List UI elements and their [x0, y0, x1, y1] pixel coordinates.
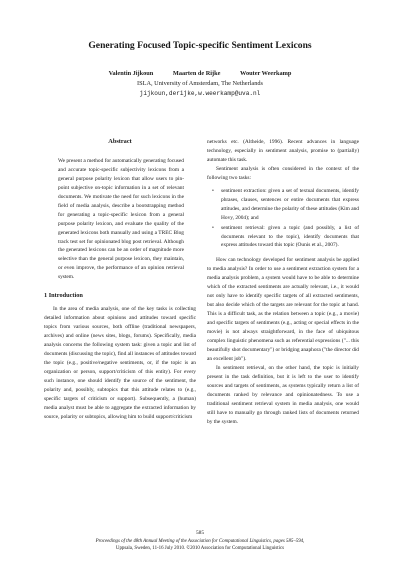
bullet-text: sentiment retrieval: given a topic (and possibly, a list of documents relevant to the topic), identify documents that express attitudes toward this topic (Ounis et al., 2007).: [221, 224, 359, 249]
task-bullet-list: [207, 187, 359, 251]
affiliation: ISLA, University of Amsterdam, The Netherlands: [137, 80, 263, 87]
author-list: [0, 70, 400, 77]
intro-paragraph-2: networks etc. (Altheide, 1996). Recent advances in language technology, especially in sentiment analysis, promise to (partially) automate this task.: [207, 139, 359, 163]
bullet-text: sentiment extraction: given a set of textual documents, identify phrases, clauses, sentences or entire documents that express attitudes, and determine the polarity of these attitudes (Kim and Hovy, 2004); and: [221, 187, 359, 221]
intro-paragraph-4: How can technology developed for sentiment analysis be applied to media analysis? In order to use a sentiment extraction system for a media analysis problem, a system would have to be able to determine which of the extracted sentiments are actually relevant, i.e., it would not only have to identify specific targets of all extracted sentiments, but also decide which of the targets are relevant for the topic at hand. This is a difficult task, as the relation between a topic (e.g., a movie) and specific targets of sentiments (e.g., acting or special effects in the movie) is not always straightforward, in the face of ubiquitous complex linguistic phenomena such as referential expressions ("... this beautifully shot documentary") or bridging anaphora ("the director did an excellent job").: [207, 257, 359, 362]
intro-paragraph-3: Sentiment analysis is often considered in the context of the following two tasks:: [207, 165, 359, 181]
bullet-icon: •: [212, 187, 214, 194]
intro-paragraph-5: In sentiment retrieval, on the other hand, the topic is initially present in the task definition, but it is left to the user to identify sources and targets of sentiments, as systems typically return a list of documents ranked by relevance and opinionatedness. To use a traditional sentiment retrieval system in media analysis, one would still have to manually go through ranked lists of documents returned by the system.: [207, 364, 359, 425]
author-name: Wouter Weerkamp: [240, 70, 292, 77]
intro-paragraph-1: In the area of media analysis, one of the key tasks is collecting detailed information about opinions and attitudes toward specific topics from various sources, both offline (traditional newspapers, archives) and online (news sites, blogs, forums). Specifically, media analysis concerns the following system task: given a topic and list of documents (discussing the topic), find all instances of attitudes toward the topic (e.g., positive/negative sentiments, or, if the topic is an organization or person, support/criticism of this entity). For every such instance, one should identify the source of the sentiment, the polarity and, possibly, subtopics that this attitude relates to (e.g., specific targets of criticism or support). Subsequently, a (human) media analyst must be able to aggregate the extracted information by source, polarity or subtopics, allowing him to build support/criticism: [44, 306, 196, 420]
author-name: Maarten de Rijke: [172, 70, 221, 77]
section-heading-introduction: 1 Introduction: [44, 292, 83, 300]
footer-line: Proceedings of the 48th Annual Meeting of the Association for Computational Linguistics, pages 585–594,: [95, 539, 305, 544]
list-item: [212, 224, 359, 251]
left-column: [44, 138, 196, 422]
author-name: Valentin Jijkoun: [108, 70, 154, 77]
abstract-heading: Abstract: [108, 138, 132, 145]
footer-line: Uppsala, Sweden, 11-16 July 2010. ©2010 Association for Computational Linguistics: [115, 545, 285, 551]
proceedings-footer: [0, 539, 400, 553]
author-emails: jijkoun,derijke,w.weerkamp@uva.nl: [139, 90, 261, 97]
paper-title: Generating Focused Topic-specific Sentiment Lexicons: [88, 40, 312, 51]
abstract-text: We present a method for automatically generating focused and accurate topic-specific subjectivity lexicons from a general purpose polarity lexicon that allow users to pin-point subjective on-topic information in a set of relevant documents. We motivate the need for such lexicons in the field of media analysis, describe a bootstrapping method for generating a topic-specific lexicon from a general purpose polarity lexicon, and evaluate the quality of the generated lexicons both manually and using a TREC Blog track test set for opinionated blog post retrieval. Although the generated lexicons can be an order of magnitude more selective than the general purpose lexicon, they maintain, or even improve, the performance of an opinion retrieval system.: [58, 157, 184, 281]
list-item: [212, 187, 359, 223]
right-column: [207, 138, 359, 427]
page-number: 585: [195, 530, 205, 536]
bullet-icon: •: [212, 224, 214, 231]
